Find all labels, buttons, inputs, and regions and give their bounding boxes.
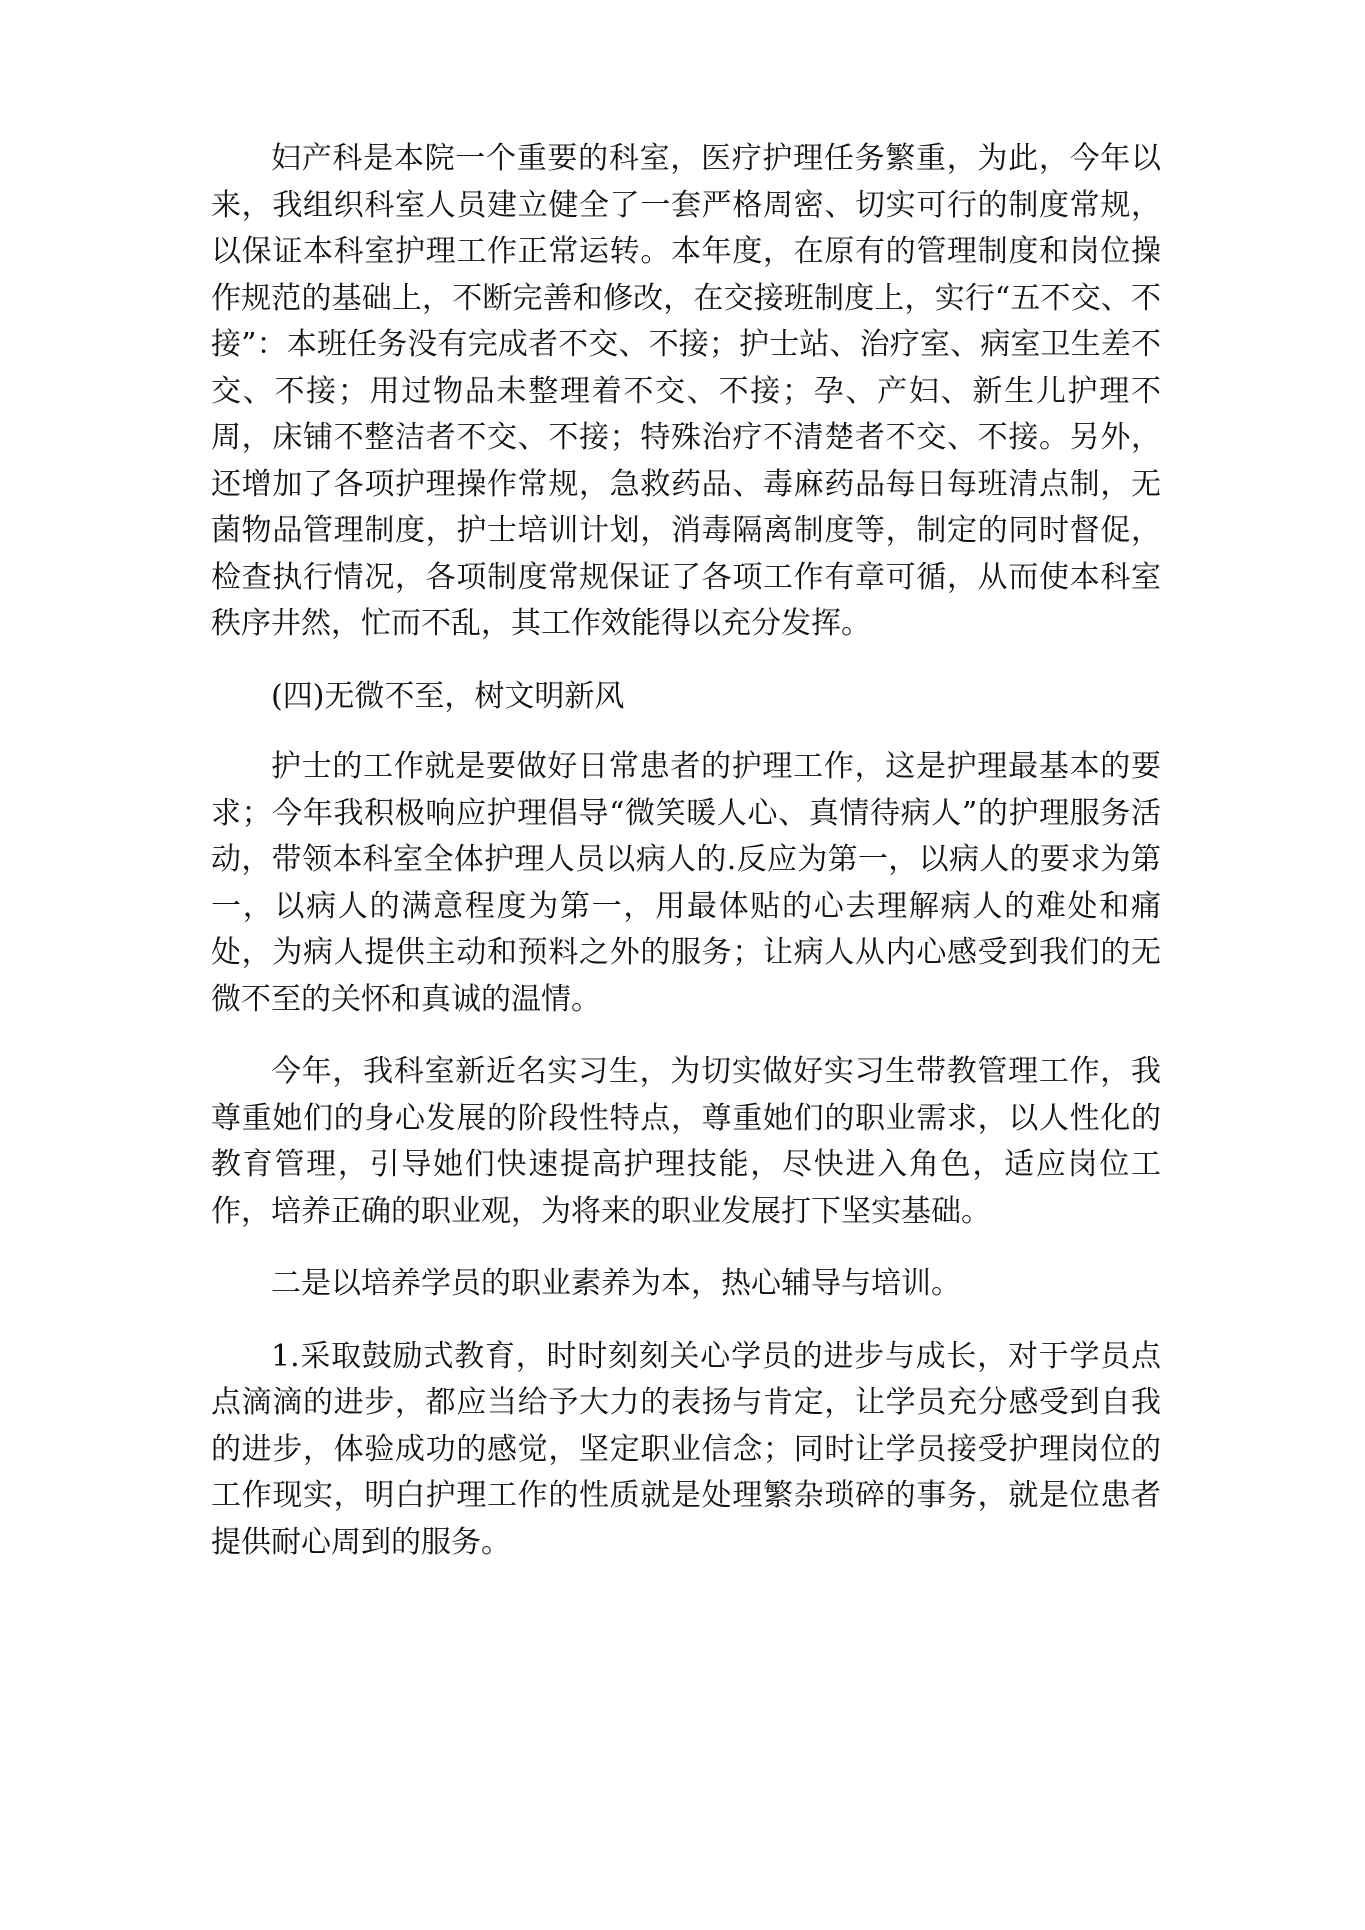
paragraph-rules-system: 妇产科是本院一个重要的科室，医疗护理任务繁重，为此，今年以来，我组织科室人员建立健全了一套严格周密、切实可行的制度常规，以保证本科室护理工作正常运转。本年度，在原有的管理制度和岗位操作规范的基础上，不断完善和修改，在交接班制度上，实行“五不交、不接”：本班任务没有完成者不交、不接；护士站、治疗室、病室卫生差不交、不接；用过物品未整理着不交、不接；孕、产妇、新生儿护理不周，床铺不整洁者不交、不接；特殊治疗不清楚者不交、不接。另外，还增加了各项护理操作常规，急救药品、毒麻药品每日每班清点制，无菌物品管理制度，护士培训计划，消毒隔离制度等，制定的同时督促，检查执行情况，各项制度常规保证了各项工作有章可循，从而使本科室秩序井然，忙而不乱，其工作效能得以充分发挥。 (211, 141, 1161, 641)
paragraph-interns: 今年，我科室新近名实习生，为切实做好实习生带教管理工作，我尊重她们的身心发展的阶段性特点，尊重她们的职业需求，以人性化的教育管理，引导她们快速提高护理技能，尽快进入角色，适应岗位工作，培养正确的职业观，为将来的职业发展打下坚实基础。 (211, 1054, 1161, 1229)
paragraph-patient-care: 护士的工作就是要做好日常患者的护理工作，这是护理最基本的要求；今年我积极响应护理倡导“微笑暖人心、真情待病人”的护理服务活动，带领本科室全体护理人员以病人的.反应为第一，以病人的要求为第一，以病人的满意程度为第一，用最体贴的心去理解病人的难处和痛处，为病人提供主动和预料之外的服务；让病人从内心感受到我们的无微不至的关怀和真诚的温情。 (211, 749, 1161, 1017)
section-heading-4: (四)无微不至，树文明新风 (271, 678, 625, 714)
paragraph-training-heading: 二是以培养学员的职业素养为本，热心辅导与培训。 (271, 1266, 961, 1301)
paragraph-encouragement: 1.采取鼓励式教育，时时刻刻关心学员的进步与成长，对于学员点点滴滴的进步，都应当给予大力的表扬与肯定，让学员充分感受到自我的进步，体验成功的感觉，坚定职业信念；同时让学员接受护理岗位的工作现实，明白护理工作的性质就是处理繁杂琐碎的事务，就是位患者提供耐心周到的服务。 (211, 1338, 1161, 1560)
document-body (211, 136, 1161, 1566)
